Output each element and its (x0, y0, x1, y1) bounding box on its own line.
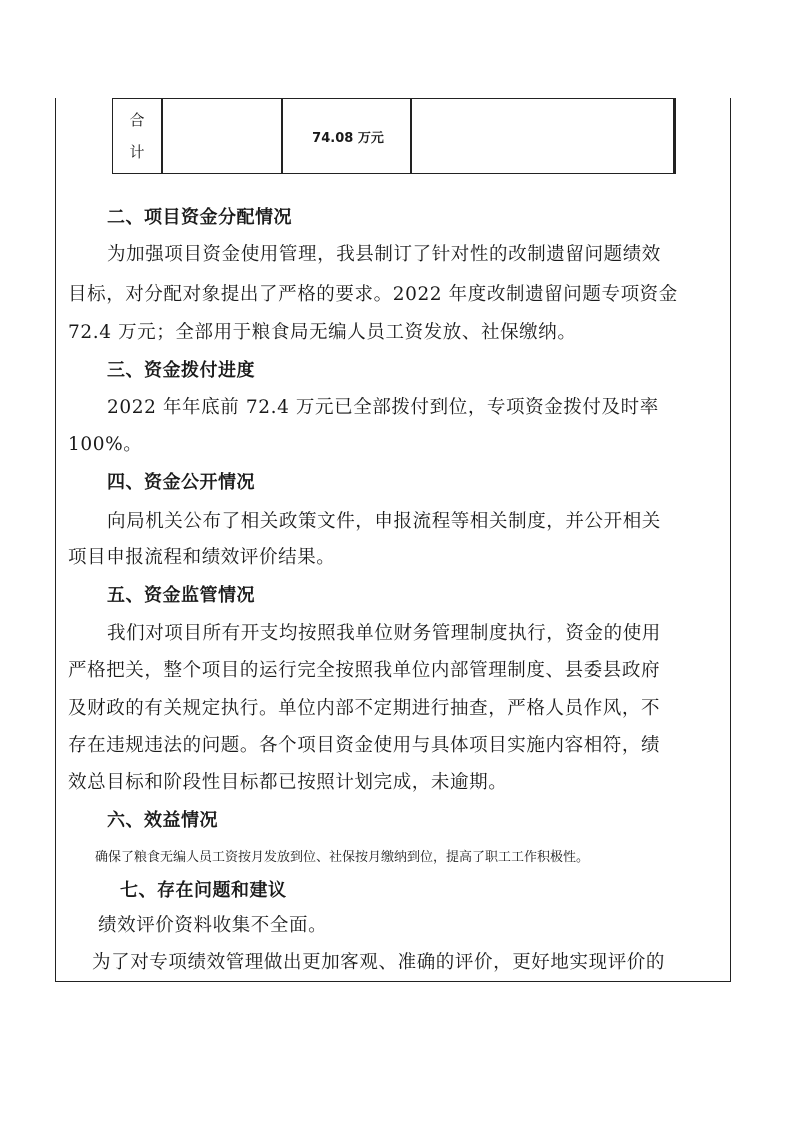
total-label-char-1: 合 (129, 111, 145, 129)
section-heading-fund-allocation: 二、项目资金分配情况 (107, 207, 292, 228)
body-line: 及财政的有关规定执行。单位内部不定期进行抽查，严格人员作风，不 (68, 698, 661, 719)
total-label-cell (113, 99, 161, 173)
body-line: 绩效评价资料收集不全面。 (98, 915, 328, 936)
section-heading-disbursement: 三、资金拨付进度 (107, 360, 255, 381)
body-line: 确保了粮食无编人员工资按月发放到位、社保按月缴纳到位，提高了职工工作积极性。 (95, 850, 590, 865)
body-line: 为了对专项绩效管理做出更加客观、准确的评价，更好地实现评价的 (92, 952, 666, 973)
section-heading-issues: 七、存在问题和建议 (120, 880, 287, 901)
table-divider (673, 99, 675, 173)
section-heading-supervision: 五、资金监管情况 (107, 585, 255, 606)
body-line: 100%。 (68, 434, 143, 455)
table-divider (161, 99, 163, 173)
body-line: 为加强项目资金使用管理，我县制订了针对性的改制遗留问题绩效 (107, 244, 661, 265)
body-line: 项目申报流程和绩效评价结果。 (68, 547, 336, 568)
total-label-char-2: 计 (129, 143, 145, 161)
table-divider (410, 99, 412, 173)
body-line: 目标，对分配对象提出了严格的要求。2022 年度改制遗留问题专项资金 (68, 284, 678, 305)
body-line: 严格把关，整个项目的运行完全按照我单位内部管理制度、县委县政府 (68, 660, 661, 681)
section-heading-disclosure: 四、资金公开情况 (107, 472, 255, 493)
body-line: 我们对项目所有开支均按照我单位财务管理制度执行，资金的使用 (107, 623, 661, 644)
summary-table (112, 98, 676, 174)
section-heading-benefits: 六、效益情况 (107, 810, 218, 831)
body-line: 2022 年年底前 72.4 万元已全部拨付到位，专项资金拨付及时率 (107, 397, 659, 418)
body-line: 72.4 万元；全部用于粮食局无编人员工资发放、社保缴纳。 (68, 322, 577, 343)
body-line: 向局机关公布了相关政策文件，申报流程等相关制度，并公开相关 (107, 511, 661, 532)
body-line: 存在违规违法的问题。各个项目资金使用与具体项目实施内容相符，绩 (68, 735, 661, 756)
total-amount: 74.08 万元 (312, 130, 384, 146)
body-line: 效总目标和阶段性目标都已按照计划完成，未逾期。 (68, 772, 508, 793)
